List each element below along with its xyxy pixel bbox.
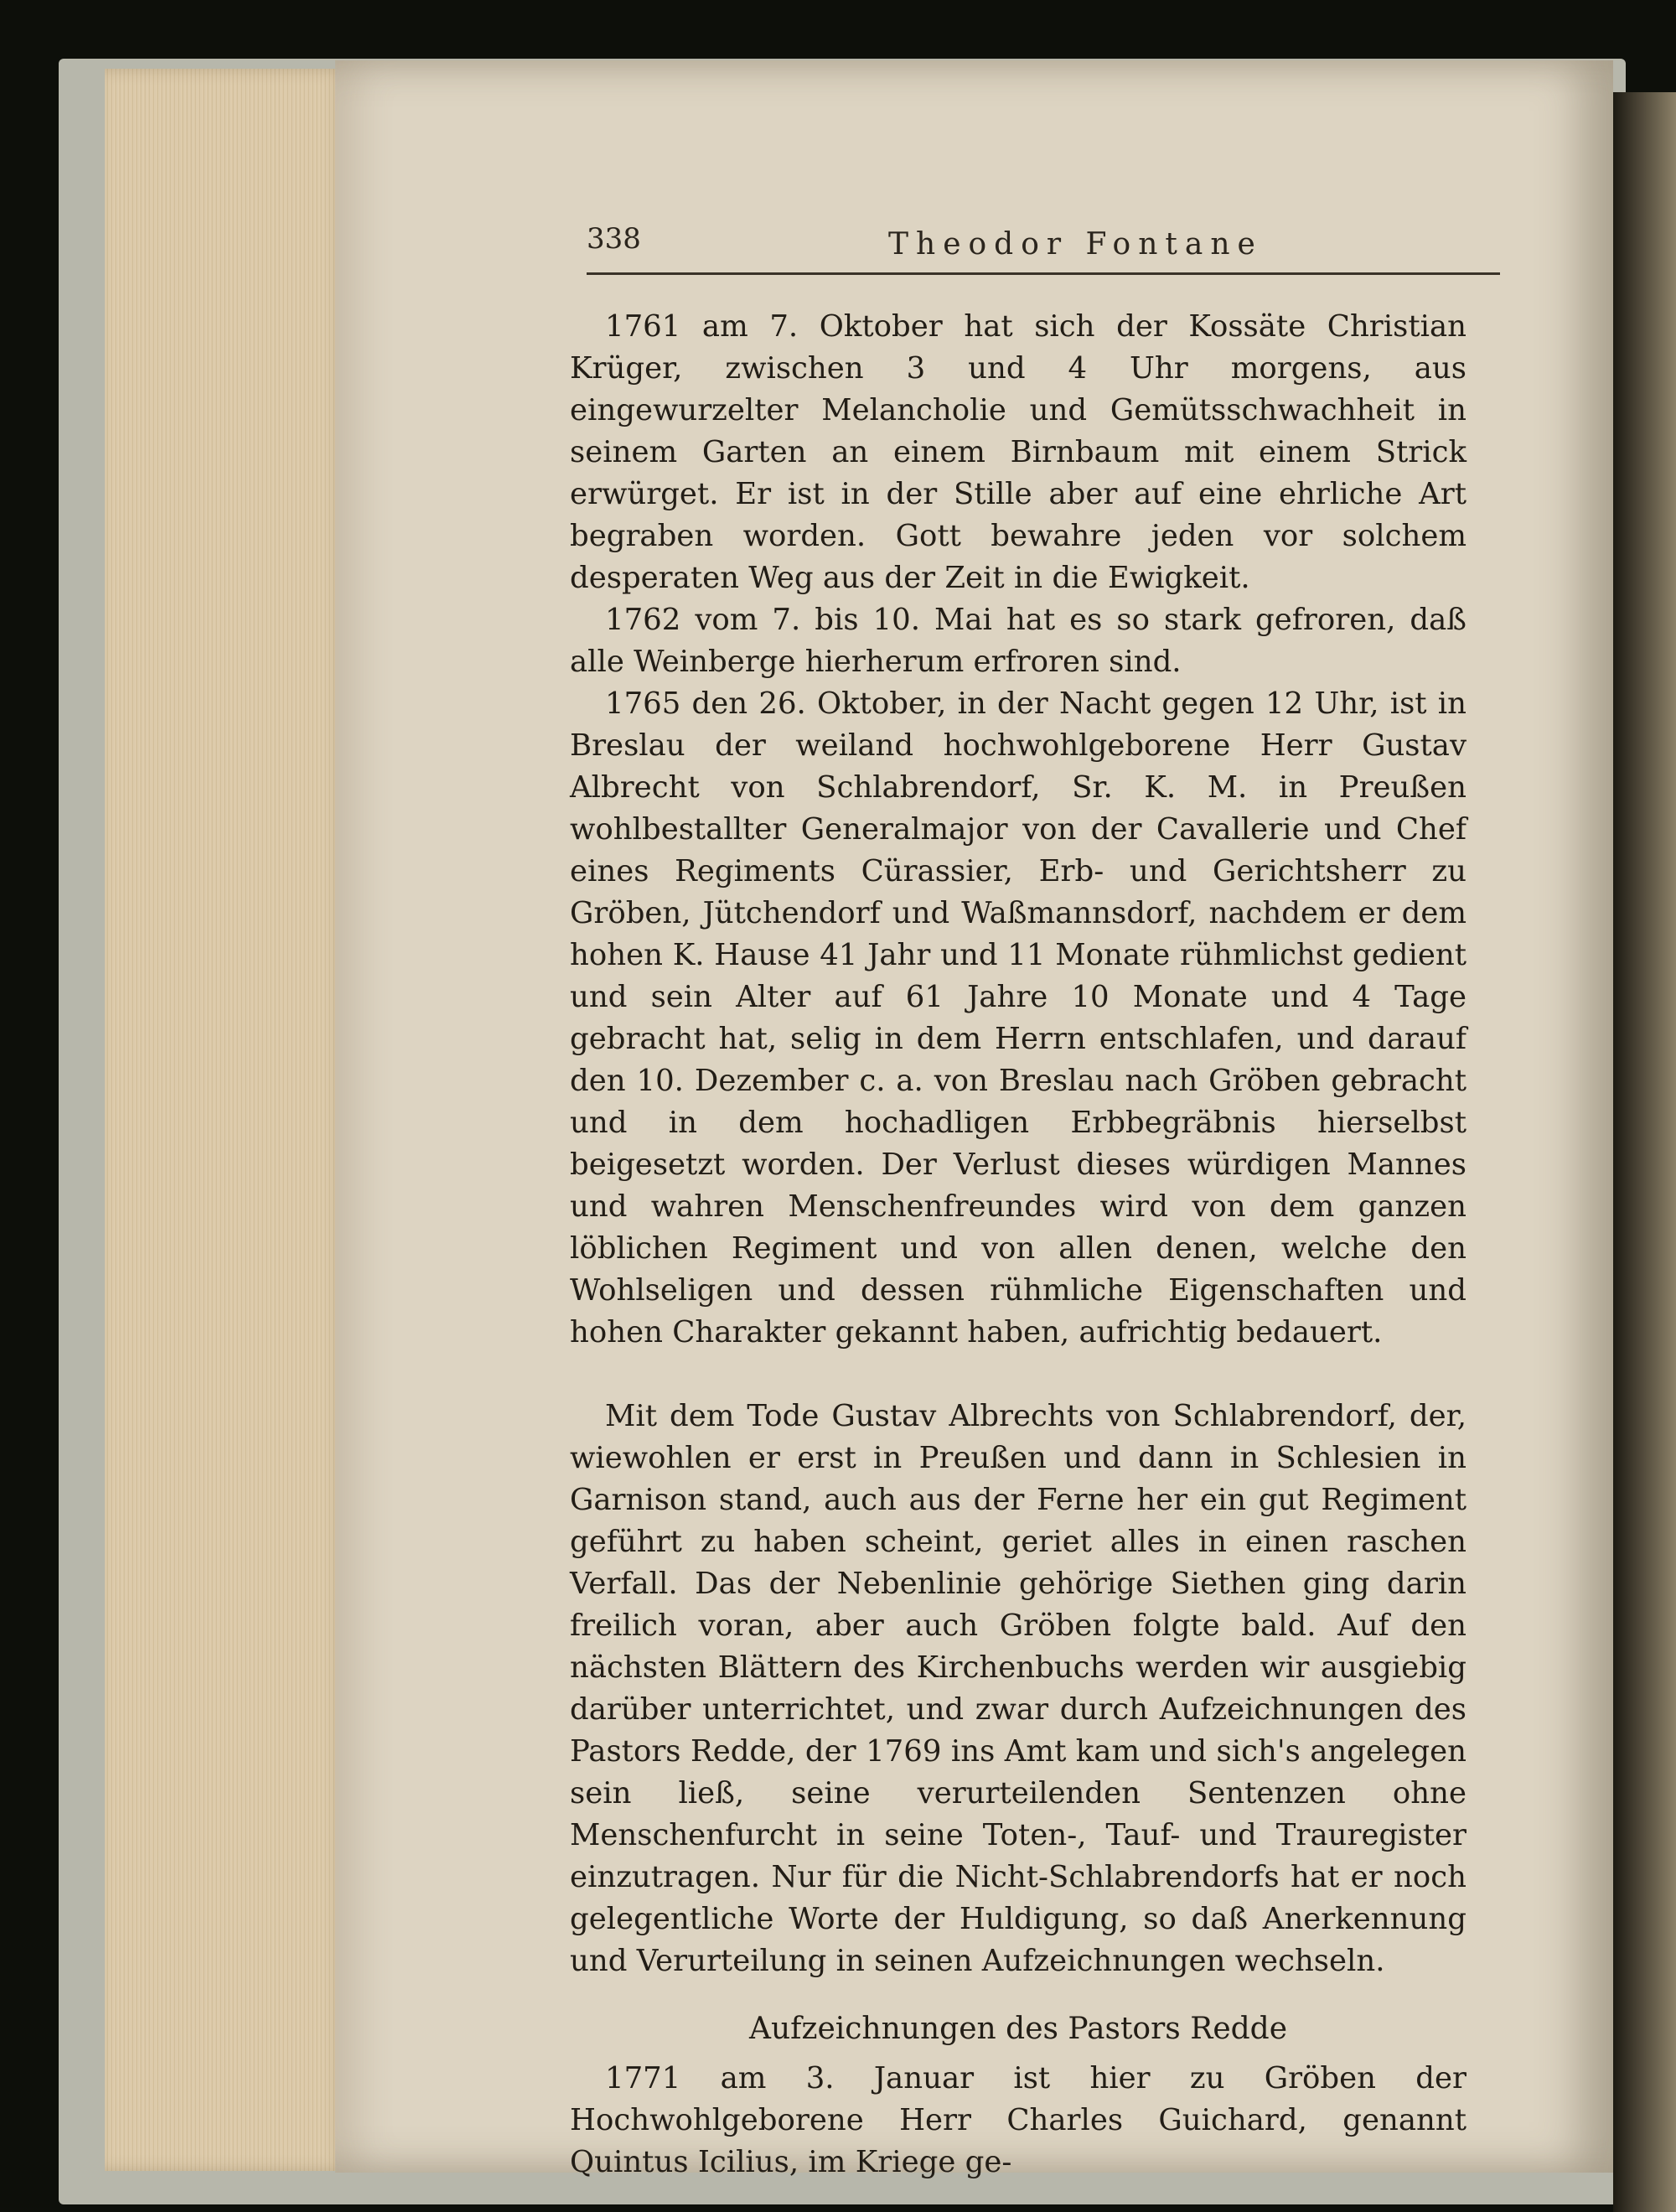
page-body bbox=[570, 306, 1466, 2184]
entry-1762: 1762 vom 7. bis 10. Mai hat es so stark gefroren, daß alle Weinberge hierherum erfroren sind. bbox=[570, 603, 1466, 679]
page-block-edges bbox=[105, 69, 348, 2171]
entry-1761: 1761 am 7. Oktober hat sich der Kossäte Christian Krüger, zwischen 3 und 4 Uhr morgens, aus eingewurzelter Melancholie und Gemütsschwachheit in seinem Garten an einem Birnbaum mit einem Strick erwürget. Er ist in der Stille aber auf eine ehrliche Art begraben worden. Gott bewahre jeden vor solchem desperaten Weg aus der Zeit in die Ewigkeit. bbox=[570, 309, 1466, 595]
page-header bbox=[587, 222, 1500, 275]
running-head: Theodor Fontane bbox=[888, 227, 1263, 262]
section-heading: Aufzeichnungen des Pastors Redde bbox=[748, 2012, 1288, 2046]
page-number: 338 bbox=[587, 222, 641, 256]
entry-1765: 1765 den 26. Oktober, in der Nacht gegen 12 Uhr, ist in Breslau der weiland hochwohlgeborene Herr Gustav Albrecht von Schlabrendorf, Sr. K. M. in Preußen wohlbestallter Generalmajor von der Cavallerie und Chef eines Regiments Cürassier, Erb- und Gerichtsherr zu Gröben, Jütchendorf und Waßmannsdorf, nachdem er dem hohen K. Hause 41 Jahr und 11 Monate rühmlichst gedient und sein Alter auf 61 Jahre 10 Monate und 4 Tage gebracht hat, selig in dem Herrn entschlafen, und darauf den 10. Dezember c. a. von Breslau nach Gröben gebracht und in dem hochadligen Erbbegräbnis hierselbst beigesetzt worden. Der Verlust dieses würdigen Mannes und wahren Menschenfreundes wird von dem ganzen löblichen Regiment und von allen denen, welche den Wohlseligen und dessen rühmliche Eigenschaften und hohen Charakter gekannt haben, aufrichtig bedauert. bbox=[570, 686, 1466, 1349]
adjacent-volume-edge bbox=[1613, 92, 1676, 2212]
narrative-paragraph: Mit dem Tode Gustav Albrechts von Schlabrendorf, der, wiewohlen er erst in Preußen und dann in Schlesien in Garnison stand, auch aus der Ferne her ein gut Regiment geführt zu haben scheint, geriet alles in einen raschen Verfall. Das der Nebenlinie gehörige Siethen ging darin freilich voran, aber auch Gröben folgte bald. Auf den nächsten Blättern des Kirchenbuchs werden wir ausgiebig darüber unterrichtet, und zwar durch Aufzeichnungen des Pastors Redde, der 1769 ins Amt kam und sich's angelegen sein ließ, seine verurteilenden Sentenzen ohne Menschenfurcht in seine Toten-, Tauf- und Trauregister einzutragen. Nur für die Nicht-Schlabrendorfs hat er noch gelegentliche Worte der Huldigung, so daß Anerkennung und Verurteilung in seinen Aufzeichnungen wechseln. bbox=[570, 1399, 1466, 1978]
entry-1771: 1771 am 3. Januar ist hier zu Gröben der Hochwohlgeborene Herr Charles Guichard, genannt Quintus Icilius, im Kriege ge- bbox=[570, 2061, 1466, 2179]
